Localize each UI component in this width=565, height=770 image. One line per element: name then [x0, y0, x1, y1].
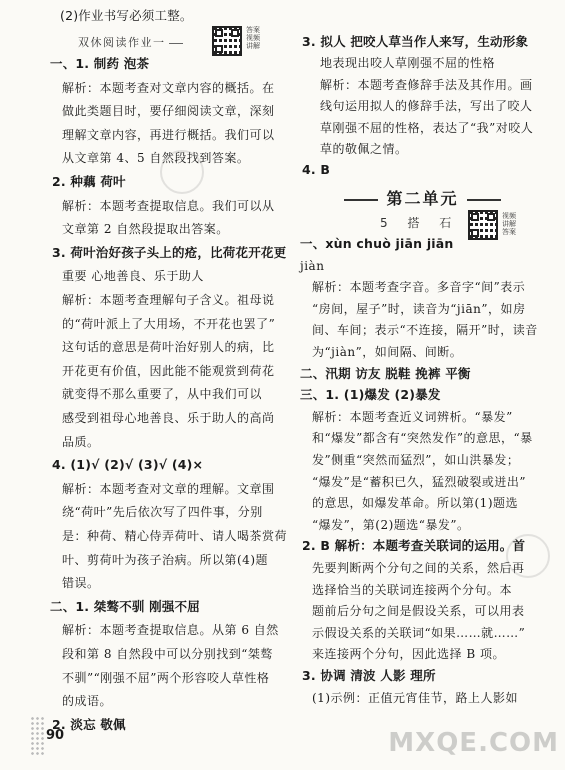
- qr-label: 答案视频讲解: [246, 26, 260, 50]
- text-line: 感受到祖母心地善良、乐于助人的高尚: [62, 411, 275, 425]
- text-line: 为“jiàn”，如间隔、间断。: [312, 345, 463, 359]
- text-line: 解析：本题考查近义词辨析。“暴发”: [312, 409, 513, 424]
- text-line: 理解文章内容，再进行概括。我们可以: [62, 127, 275, 142]
- text-line: 解析：本题考查修辞手法及其作用。画: [320, 77, 533, 92]
- text-line: 地表现出咬人草刚强不屈的性格: [320, 56, 496, 71]
- text-line: 先要判断两个分句之间的关系，然后再: [312, 561, 525, 575]
- text-line: 就变得不那么重要了，从中我们可以: [62, 387, 263, 402]
- text-line: 4. B: [302, 162, 331, 178]
- text-line: “房间，屋子”时，读音为“jiān”，如房: [312, 301, 526, 316]
- text-line: 间、车间；表示“不连接，隔开”时，读音: [312, 323, 538, 338]
- watermark-text: MXQE.COM: [388, 728, 559, 758]
- text-line: 二、汛期 访友 脱鞋 挽裤 平衡: [300, 365, 471, 381]
- text-line: 从文章第 4、5 自然段找到答案。: [62, 151, 250, 166]
- page-corner-dots: [30, 716, 46, 756]
- text-line: 草的敬佩之情。: [320, 142, 408, 156]
- text-line: 的成语。: [62, 694, 113, 709]
- text-line: 的意思，如爆发革命。所以第(1)题选: [312, 496, 518, 511]
- text-line: 文章第 2 自然段提取出答案。: [62, 222, 229, 237]
- text-line: 和“爆发”都含有“突然发作”的意思，“暴: [312, 431, 533, 446]
- qr-label-2: 视频讲解答案: [502, 212, 516, 236]
- qr-code-icon[interactable]: [212, 26, 242, 56]
- text-line: 开花更有价值，因此能不能观赏到荷花: [62, 363, 275, 378]
- text-line: 题前后分句之间是假设关系，可以用表: [312, 604, 525, 619]
- text-line: 一、1. 制药 泡茶: [50, 56, 150, 71]
- watermark-stamp: [160, 150, 204, 194]
- text-line: 草刚强不屈的性格，表达了“我”对咬人: [320, 120, 534, 135]
- text-line: “爆发”，第(2)题选“暴发”。: [312, 517, 470, 532]
- text-line: 绕“荷叶”先后依次写了四件事，分别: [62, 505, 263, 520]
- top-line: (2)作业书写必须工整。: [60, 8, 193, 23]
- text-line: 二、1. 桀骜不驯 刚强不屈: [50, 598, 200, 614]
- text-line: 发”侧重“突然而猛烈”，如山洪暴发；: [312, 453, 520, 467]
- unit-title: [300, 186, 545, 209]
- page-number: 90: [46, 728, 65, 743]
- text-line: 解析：本题考查理解句子含义。祖母说: [62, 293, 275, 307]
- text-line: 示假设关系的关联词“如果……就……”: [312, 625, 526, 640]
- text-line: 3. 协调 清波 人影 理所: [302, 668, 436, 683]
- text-line: 是：种荷、精心侍弄荷叶、请人喝茶赏荷: [62, 529, 288, 543]
- text-line: 来连接两个分句，因此选择 B 项。: [312, 647, 505, 662]
- text-line: 线句运用拟人的修辞手法，写出了咬人: [320, 99, 533, 114]
- text-line: 叶、剪荷叶为孩子治病。所以第(4)题: [62, 552, 268, 567]
- text-line: (1)示例：正值元宵佳节，路上人影如: [312, 690, 518, 705]
- text-line: 做此类题目时，要仔细阅读文章，深刻: [62, 104, 275, 119]
- text-line: 2. 种藕 荷叶: [52, 174, 126, 189]
- qr-code-icon-2[interactable]: [468, 210, 498, 240]
- text-line: “爆发”是“蓄积已久，猛烈破裂或迸出”: [312, 474, 527, 489]
- text-line: jiàn: [300, 258, 325, 273]
- text-line: 2. 淡忘 敬佩: [52, 716, 126, 732]
- section-heading: [78, 34, 186, 50]
- text-line: 这句话的意思是荷叶治好别人的病，比: [62, 340, 275, 355]
- text-line: 解析：本题考查对文章内容的概括。在: [62, 80, 275, 95]
- text-line: 解析：本题考查提取信息。我们可以从: [62, 198, 275, 213]
- heading-text: 双休阅读作业一: [78, 36, 166, 49]
- text-line: 一、xùn chuò jiān jiān: [300, 236, 454, 251]
- text-line: 解析：本题考查提取信息。从第 6 自然: [62, 623, 279, 638]
- text-line: 错误。: [62, 576, 100, 591]
- title-rule-left: [344, 199, 378, 201]
- text-line: 的“荷叶派上了大用场，不开花也罢了”: [62, 316, 276, 331]
- text-line: 4. (1)√ (2)√ (3)√ (4)×: [52, 457, 204, 473]
- text-line: 重要 心地善良、乐于助人: [62, 269, 204, 284]
- text-line: 不驯”“刚强不屈”两个形容咬人草性格: [62, 670, 270, 685]
- watermark-stamp-2: [506, 534, 550, 578]
- text-line: 选择恰当的关联词连接两个分句。本: [312, 582, 513, 597]
- text-line: 2. B 解析：本题考查关联词的运用。首: [302, 538, 526, 554]
- text-line: 3. 拟人 把咬人草当作人来写，生动形象: [302, 34, 529, 49]
- text-line: 解析：本题考查对文章的理解。文章围: [62, 481, 275, 496]
- title-rule-right: [467, 199, 501, 201]
- text-line: 品质。: [62, 434, 100, 449]
- text-line: 3. 荷叶治好孩子头上的疮，比荷花开花更: [52, 244, 287, 260]
- text-line: 段和第 8 自然段中可以分别找到“桀骜: [62, 647, 273, 661]
- text-line: 解析：本题考查字音。多音字“间”表示: [312, 280, 526, 295]
- lesson-title: 5 搭 石: [380, 216, 460, 230]
- heading-rule: [169, 43, 183, 44]
- unit-title-text: 第二单元: [386, 189, 459, 208]
- text-line: 三、1. (1)爆发 (2)暴发: [300, 387, 441, 403]
